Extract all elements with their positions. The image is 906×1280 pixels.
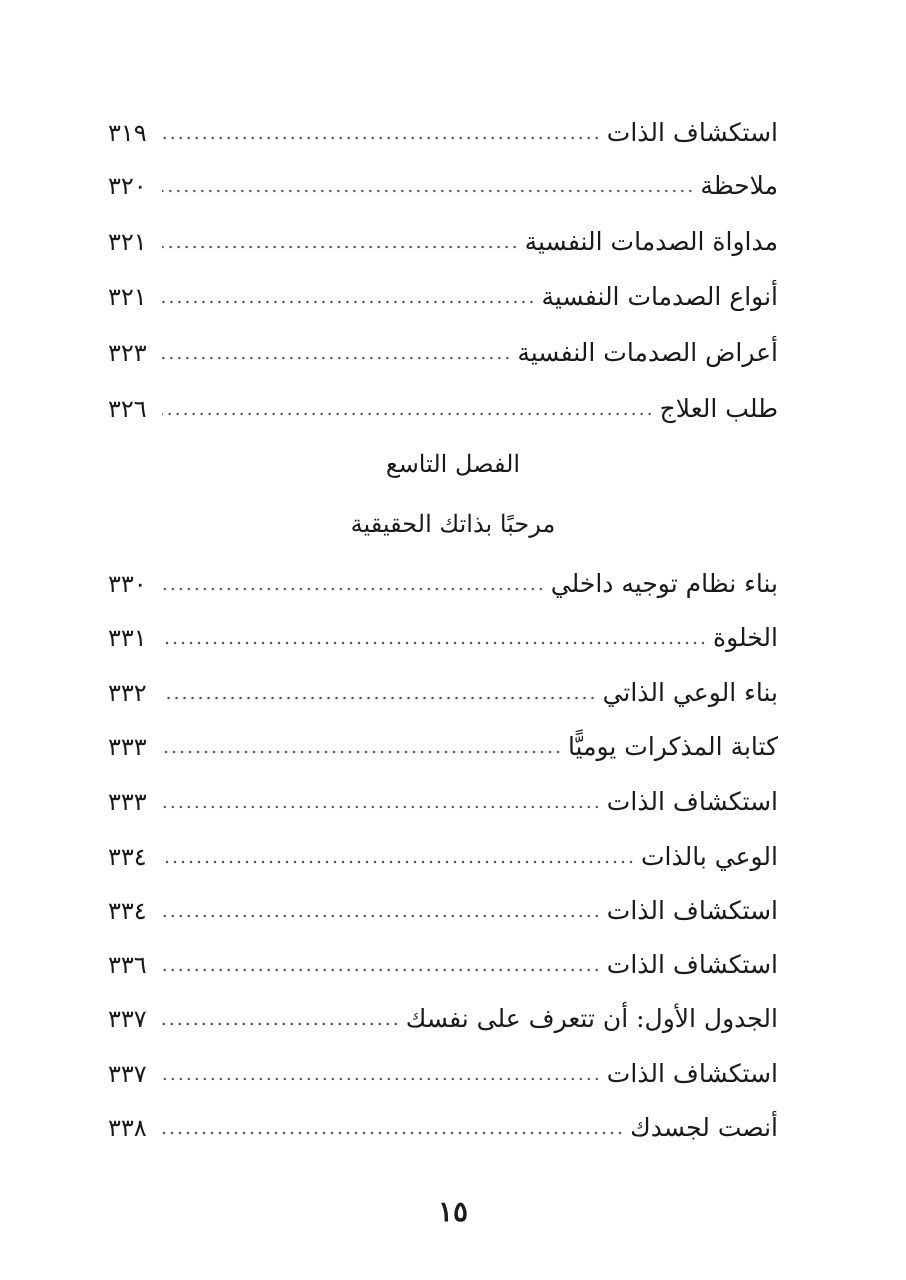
dot-leader <box>162 1128 624 1138</box>
toc-entry <box>108 837 778 877</box>
dot-leader <box>162 1074 601 1084</box>
dot-leader <box>162 693 597 703</box>
toc-entry-title: ملاحظة <box>700 171 778 200</box>
toc-entry-page: ٣٣٧ <box>108 1005 147 1033</box>
toc-entry <box>108 673 778 713</box>
chapter-label: الفصل التاسع <box>385 450 521 478</box>
toc-entry <box>108 782 778 822</box>
dot-leader <box>162 584 545 594</box>
toc-entry <box>108 945 778 985</box>
toc-entry-title: الجدول الأول: أن تتعرف على نفسك <box>405 1004 778 1033</box>
toc-entry-title: كتابة المذكرات يوميًّا <box>567 732 778 761</box>
dot-leader <box>162 409 654 419</box>
toc-entry-title: أعراض الصدمات النفسية <box>517 338 778 367</box>
toc-entry-title: الخلوة <box>713 623 778 652</box>
toc-entry-page: ٣٣٨ <box>108 1114 147 1142</box>
toc-entry-page: ٣٢١ <box>108 283 147 311</box>
dot-leader <box>162 297 536 307</box>
toc-entry-page: ٣٣٣ <box>108 733 147 761</box>
toc-entry <box>108 333 778 373</box>
toc-entry-page: ٣٣٧ <box>108 1060 147 1088</box>
toc-entry-page: ٣٣١ <box>108 624 147 652</box>
toc-entry-title: استكشاف الذات <box>606 950 778 979</box>
page-number: ١٥ <box>437 1195 469 1228</box>
toc-entry-page: ٣٢٣ <box>108 339 147 367</box>
toc-entry <box>108 564 778 604</box>
dot-leader <box>162 638 707 648</box>
toc-entry-title: استكشاف الذات <box>606 1059 778 1088</box>
toc-entry <box>108 1054 778 1094</box>
dot-leader <box>162 747 562 757</box>
toc-entry <box>108 1108 778 1148</box>
toc-entry-page: ٣٣٢ <box>108 679 147 707</box>
toc-entry <box>108 166 778 206</box>
toc-entry-title: الوعي بالذات <box>641 842 778 871</box>
toc-entry-title: استكشاف الذات <box>606 118 778 147</box>
toc-entry-title: بناء نظام توجيه داخلي <box>550 569 778 598</box>
toc-entry-page: ٣٣٤ <box>108 843 147 871</box>
toc-entry-title: استكشاف الذات <box>606 896 778 925</box>
dot-leader <box>162 242 519 252</box>
dot-leader <box>162 911 601 921</box>
toc-entry-page: ٣٢١ <box>108 228 147 256</box>
toc-entry-page: ٣٣٤ <box>108 897 147 925</box>
toc-entry-title: مداواة الصدمات النفسية <box>524 227 778 256</box>
toc-entry <box>108 222 778 262</box>
toc-entry-title: أنواع الصدمات النفسية <box>541 282 778 311</box>
dot-leader <box>162 353 511 363</box>
toc-entry-title: بناء الوعي الذاتي <box>602 678 778 707</box>
toc-entry-page: ٣٣٠ <box>108 570 147 598</box>
toc-entry-title: أنصت لجسدك <box>630 1113 778 1142</box>
toc-entry <box>108 727 778 767</box>
dot-leader <box>162 1019 400 1029</box>
dot-leader <box>162 133 601 143</box>
chapter-title: مرحبًا بذاتك الحقيقية <box>350 510 556 538</box>
toc-entry-page: ٣٢٦ <box>108 395 147 423</box>
toc-entry <box>108 389 778 429</box>
toc-entry <box>108 277 778 317</box>
dot-leader <box>162 857 635 867</box>
toc-entry <box>108 618 778 658</box>
toc-entry-page: ٣١٩ <box>108 119 147 147</box>
toc-entry <box>108 891 778 931</box>
toc-entry-page: ٣٣٣ <box>108 788 147 816</box>
dot-leader <box>162 802 601 812</box>
toc-entry <box>108 999 778 1039</box>
toc-entry-title: استكشاف الذات <box>606 787 778 816</box>
toc-entry-page: ٣٣٦ <box>108 951 147 979</box>
dot-leader <box>162 965 601 975</box>
toc-entry-title: طلب العلاج <box>659 394 778 423</box>
toc-entry-page: ٣٢٠ <box>108 172 147 200</box>
toc-entry <box>108 113 778 153</box>
dot-leader <box>162 186 694 196</box>
